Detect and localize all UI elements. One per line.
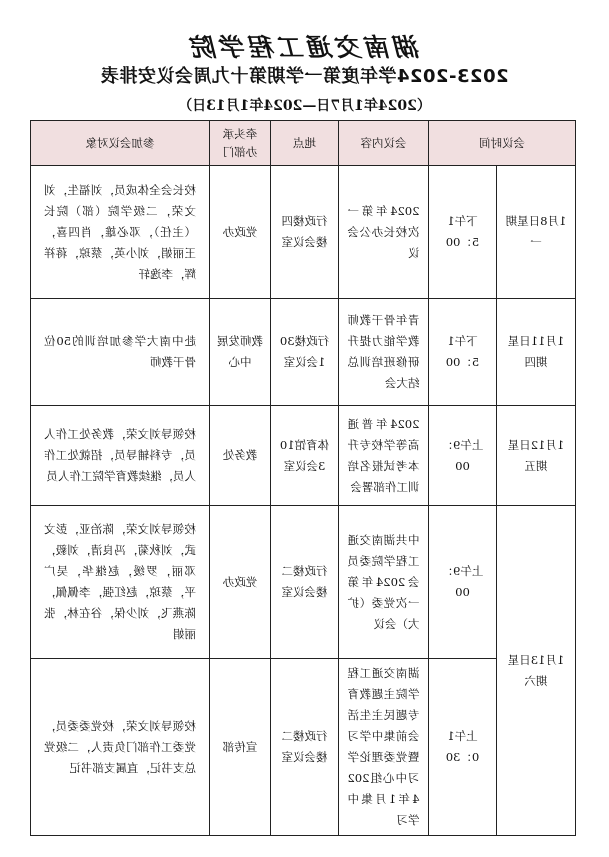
place-text: 行政楼二楼会议室 [281,564,328,599]
date-text: 1月12日星期五 [507,437,565,473]
row-place [271,299,339,406]
header-content: 会议内容 [339,121,429,166]
date-text: 1月13日星期六 [507,652,565,688]
row-content [339,506,429,659]
row-content [339,166,429,299]
place-text: 行政楼301会议室 [279,334,330,369]
schedule-title: 2023-2024学年度第一学期第十九周会议安排表 [100,66,509,87]
row-dept [210,299,271,406]
row-date [497,299,576,406]
header-dept [210,121,271,166]
date-text: 1月8日星期一 [505,214,567,249]
row-people [31,659,210,836]
row-time [429,299,497,406]
row-people [31,506,210,659]
row-time [429,659,497,836]
row-date [497,406,576,506]
row-dept [210,659,271,836]
date-text: 1月11日星期四 [507,334,565,369]
dept-text: 党政办 [222,574,258,589]
time-text: 下午15：00 [445,214,480,249]
time-text: 上午10：30 [445,729,480,764]
header-place: 地点 [271,121,339,166]
row-time [429,406,497,506]
dept-text: 宣传部 [222,739,258,754]
header-people: 参加会议对象 [31,121,210,166]
row-people [31,406,210,506]
row-dept [210,406,271,506]
school-name: 湖南交通工程学院 [188,33,421,62]
header-time: 会议时间 [429,121,576,166]
row-time [429,506,497,659]
content-text: 中共湖南交通工程学院委员会2024年第一次党委（扩大）会议 [347,532,420,631]
row-date [497,506,576,836]
people-text: 校领导刘文荣，校党委委员，党委工作部门负责人，二级党总支书记，直属支部书记 [44,718,196,775]
row-people [31,299,210,406]
header-dept-label: 牵头承办部门 [222,127,258,159]
content-text: 2024年普通高等学校专升本考试报名培训工作部署会 [347,416,420,494]
content-text: 青年骨干教师教学能力提升研修班培训总结大会 [347,313,420,390]
table-header-row [31,121,576,166]
people-text: 校领导刘文荣，陈治亚，彭文武，刘秋菊，冯良清，刘毅，邓丽，罗缓，赵继华，吴广平，蔡琼，赵红强，李佩佩，陈燕飞，刘少保，谷在林，张丽娟 [44,522,196,641]
time-text: 上午9：00 [441,564,484,599]
row-date [497,166,576,299]
people-text: 赴中南大学参加培训的50位骨干教师 [44,334,196,369]
row-time [429,166,497,299]
place-text: 行政楼四楼会议室 [281,214,328,249]
row-place [271,506,339,659]
table-row [31,659,576,836]
date-range: （2024年1月7日—2024年1月13日） [178,98,431,114]
row-dept [210,506,271,659]
time-text: 下午15：00 [445,334,480,369]
place-text: 体育馆103会议室 [279,437,330,473]
row-content [339,406,429,506]
row-content [339,299,429,406]
content-text: 2024年第一次校长办公会议 [347,203,420,260]
people-text: 校领导刘文荣，教务处工作人员，专科辅导员，招就处工作人员，继续教育学院工作人员 [44,427,196,483]
people-text: 校长会全体成员，刘福生，刘文荣，二级学院（部）院长（主任），邓必雄，肖四喜，王丽娟，刘小英，蔡琼，蒋祥辉，李逸轩 [44,182,196,281]
dept-text: 教师发展中心 [217,334,263,369]
dept-text: 教务处 [222,448,258,462]
place-text: 行政楼二楼会议室 [281,729,328,764]
row-dept [210,166,271,299]
table-row [31,406,576,506]
table-row [31,299,576,406]
row-place [271,659,339,836]
row-people [31,166,210,299]
content-text: 湖南交通工程学院主题教育专题民主生活会前集中学习暨党委理论学习中心组2024年1月集中学习 [347,666,420,827]
dept-text: 党政办 [222,224,258,239]
meeting-table [30,120,576,836]
row-content [339,659,429,836]
table-row [31,166,576,299]
row-place [271,166,339,299]
time-text: 上午9：00 [441,437,484,473]
table-row [31,506,576,659]
row-place [271,406,339,506]
